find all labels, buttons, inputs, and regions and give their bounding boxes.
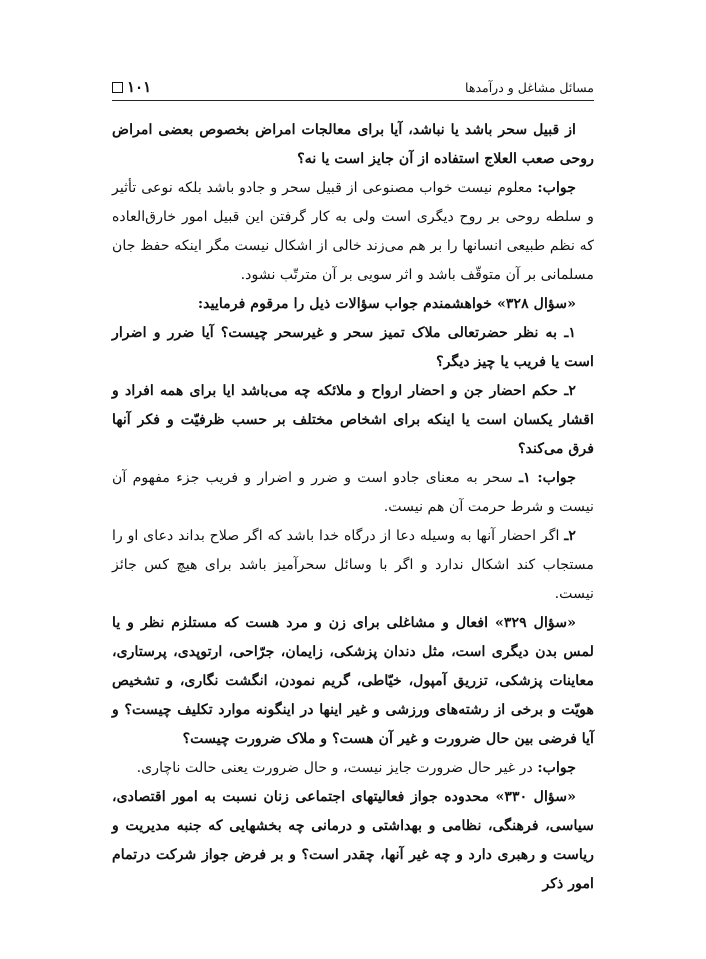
- paragraph: جواب: معلوم نیست خواب مصنوعی از قبیل سحر و جادو باشد بلکه نوعی تأثیر و سلطه روحی بر روح دیگری است ولی به کار گرفتن این قبیل امور خارق‌العاده که نظم طبیعی انسانها را بر هم می‌زند خالی از اشکال نیست مگر اینکه حفظ جان مسلمانی بر آن متوقّف باشد و اثر سویی بر آن مترتّب نشود.: [112, 180, 594, 283]
- question-label: «سؤال ۳۳۰»: [495, 789, 576, 805]
- answer-label: جواب:: [537, 180, 576, 196]
- paragraph: «سؤال ۳۲۹» افعال و مشاغلی برای زن و مرد هست که مستلزم نظر و یا لمس بدن دیگری است، مثل دندان پزشکی، زایمان، جرّاحی، ارتوپدی، پرستاری، معاینات پزشکی، تزریق آمپول، خیّاطی، گریم نمودن، انگشت نگاری، و تشخیص هویّت و برخی از رشته‌های ورزشی و غیر اینها در اینگونه موارد تکلیف چیست؟ و آیا فرضی بین حال ضرورت و غیر آن هست؟ و ملاک ضرورت چیست؟: [112, 615, 594, 747]
- paragraph: ۱ـ به نظر حضرتعالی ملاک تمیز سحر و غیرسحر چیست؟ آیا ضرر و اضرار است یا فریب یا چیز دیگر؟: [112, 325, 594, 370]
- paragraph: «سؤال ۳۲۸» خواهشمندم جواب سؤالات ذیل را مرقوم فرمایید:: [197, 296, 576, 312]
- answer-label: جواب:: [537, 760, 576, 776]
- answer-label: ۲ـ: [564, 528, 576, 544]
- page-number-text: ۱۰۱: [127, 78, 152, 96]
- page-body: [112, 116, 594, 899]
- paragraph: جواب: در غیر حال ضرورت جایز نیست، و حال ضرورت یعنی حالت ناچاری.: [136, 760, 576, 776]
- paragraph: ۲ـ حکم احضار جن و احضار ارواح و ملائکه چه می‌باشد ایا برای همه افراد و اقشار یکسان است یا اینکه برای اشخاص مختلف بر حسب ظرفیّت و فکر آنها فرق می‌کند؟: [112, 383, 594, 457]
- paragraph: جواب: ۱ـ سحر به معنای جادو است و ضرر و اضرار و فریب جزء مفهوم آن نیست و شرط حرمت آن هم نیست.: [112, 470, 594, 515]
- paragraph: ۲ـ اگر احضار آنها به وسیله دعا از درگاه خدا باشد که اگر صلاح بداند دعای او را مستجاب کند اشکال ندارد و اگر با وسائل سحرآمیز باشد برای هیچ کس جائز نیست.: [112, 528, 594, 602]
- running-header: [112, 78, 594, 100]
- question-label: «سؤال ۳۲۹»: [494, 615, 576, 631]
- square-ornament-icon: [112, 82, 123, 93]
- header-divider: [112, 100, 594, 101]
- paragraph: «سؤال ۳۳۰» محدوده جواز فعالیتهای اجتماعی زنان نسبت به امور اقتصادی، سیاسی، فرهنگی، نظامی و بهداشتی و درمانی چه بخشهایی که جنبه مدیریت و ریاست و رهبری دارد و چه غیر آنها، چقدر است؟ و بر فرض جواز شرکت درتمام امور ذکر: [112, 789, 594, 892]
- answer-label: جواب: ۱ـ: [518, 470, 577, 486]
- chapter-title: مسائل مشاغل و درآمدها: [465, 80, 594, 95]
- page-number: [112, 78, 151, 96]
- paragraph: از قبیل سحر باشد یا نباشد، آیا برای معالجات امراض بخصوص بعضی امراض روحی صعب العلاج استفاده از آن جایز است یا نه؟: [112, 122, 594, 167]
- question-label: «سؤال ۳۲۸»: [496, 296, 576, 312]
